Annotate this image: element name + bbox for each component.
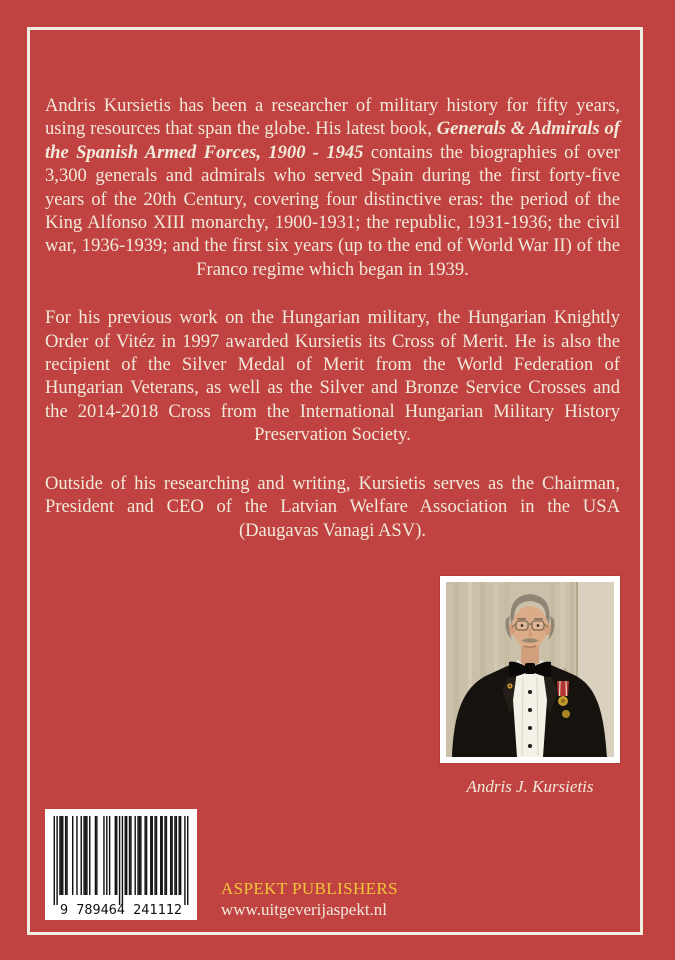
bio-paragraph-1 xyxy=(45,94,620,281)
barcode xyxy=(45,809,197,920)
barcode-image xyxy=(45,809,197,920)
book-title-emphasis: Generals & Admirals of the Spanish Armed Forces, 1900 - 1945 xyxy=(45,118,620,163)
svg-text:9 789464 241112: 9 789464 241112 xyxy=(60,902,182,918)
author-portrait-image xyxy=(446,582,614,757)
bio-paragraph-1-before: Andris Kursietis has been a researcher of military history for fifty years, using resources that span the globe. His latest book, xyxy=(45,95,620,140)
bio-paragraph-2: For his previous work on the Hungarian military, the Hungarian Knightly Order of Vitéz in 1997 awarded Kursietis its Cross of Merit. He is also the recipient of the Silver Medal of Merit from the World Federation of Hungarian Veterans, as well as the Silver and Bronze Service Crosses and the 2014-2018 Cross from the International Hungarian Military History Preservation Society. xyxy=(45,307,620,446)
photo-caption: Andris J. Kursietis xyxy=(466,777,594,796)
bio-paragraph-3: Outside of his researching and writing, Kursietis serves as the Chairman, President and CEO of the Latvian Welfare Association in the USA (Daugavas Vanagi ASV). xyxy=(45,472,620,541)
author-photo xyxy=(440,576,620,763)
publisher-name: ASPEKT PUBLISHERS xyxy=(221,879,398,898)
bio-paragraph-1-after: contains the biographies of over 3,300 generals and admirals who served Spain during the first forty-five years of the 20th Century, covering four distinctive eras: the period of the King Alfonso XIII monarchy, 1900-1931; the republic, 1931-1936; the civil war, 1936-1939; and the first six years (up to the end of World War II) of the Franco regime which began in 1939. xyxy=(45,141,620,280)
publisher-website: www.uitgeverijaspekt.nl xyxy=(221,900,388,919)
author-biography xyxy=(45,94,620,567)
publisher-block xyxy=(221,878,398,920)
